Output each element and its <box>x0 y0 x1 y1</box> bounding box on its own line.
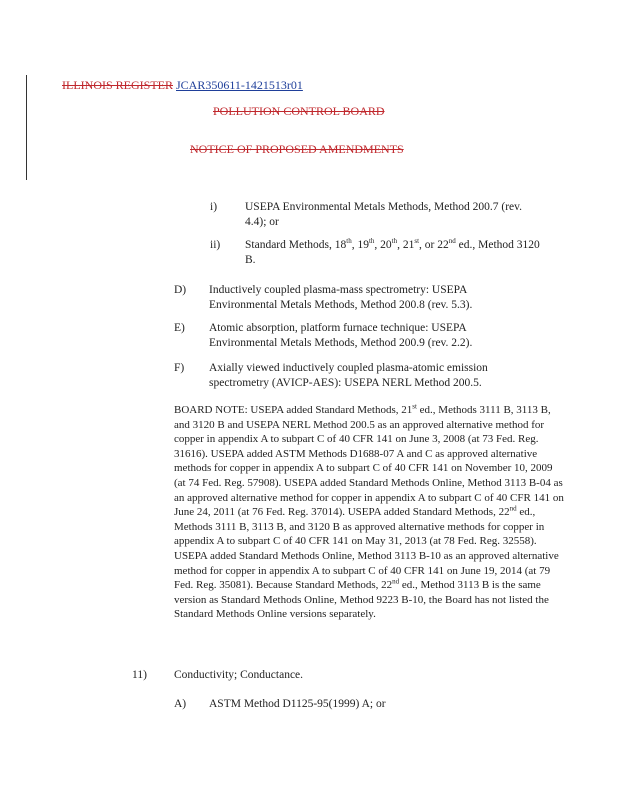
item-label: F) <box>174 362 185 374</box>
document-code: JCAR350611-1421513r01 <box>176 78 303 92</box>
item-text: USEPA Environmental Metals Methods, Method 200.7 (rev. 4.4); or <box>245 201 523 228</box>
board-note: BOARD NOTE: USEPA added Standard Methods, 21st ed., Methods 3111 B, 3113 B, and 3120 B and USEPA NERL Method 200.5 as an approved alternative method for copper in appendix A to subpart C of 40 CFR 141 on June 3, 2008 (at 73 Fed. Reg. 31616). USEPA added ASTM Methods D1688-07 A and C as approved alternative methods for copper in appendix A to subpart C of 40 CFR 141 on November 10, 2009 (at 74 Fed. Reg. 57908). USEPA added Standard Methods Online, Method 3113 B-04 as an approved alternative method for copper in appendix A to subpart C of 40 CFR 141 on June 24, 2011 (at 76 Fed. Reg. 37014). USEPA added Standard Methods, 22nd ed., Methods 3111 B, 3113 B, and 3120 B as approved alternative methods for copper in appendix A to subpart C of 40 CFR 141 on May 31, 2013 (at 78 Fed. Reg. 32558). USEPA added Standard Methods Online, Method 3113 B-10 as an approved alternative method for copper in appendix A to subpart C of 40 CFR 141 on June 19, 2014 (at 79 Fed. Reg. 35081). Because Standard Methods, 22nd ed., Method 3113 B is the same version as Standard Methods Online, Method 9223 B-10, the Board has not listed the Standard Methods Online versions separately. <box>174 402 564 621</box>
item-label: A) <box>174 698 187 710</box>
register-title: ILLINOIS REGISTER <box>62 78 173 92</box>
item-text: Standard Methods, 18th, 19th, 20th, 21st, or 22nd ed., Method 3120 B. <box>245 237 540 266</box>
item-label: E) <box>174 322 185 334</box>
item-label: ii) <box>210 239 221 251</box>
notice-header: NOTICE OF PROPOSED AMENDMENTS <box>190 142 404 156</box>
section-title: Conductivity; Conductance. <box>174 669 304 681</box>
item-text: Inductively coupled plasma-mass spectrometry: USEPA Environmental Metals Methods, Method 200.8 (rev. 5.3). <box>209 284 473 311</box>
item-label: i) <box>210 201 218 213</box>
board-header: POLLUTION CONTROL BOARD <box>213 104 385 118</box>
section-label: 11) <box>132 669 147 681</box>
item-label: D) <box>174 284 187 296</box>
item-text: Axially viewed inductively coupled plasma-atomic emission spectrometry (AVICP-AES): USEPA NERL Method 200.5. <box>209 362 488 389</box>
revision-bar <box>26 75 27 180</box>
item-text: Atomic absorption, platform furnace technique: USEPA Environmental Metals Methods, Method 200.9 (rev. 2.2). <box>209 322 473 349</box>
item-text: ASTM Method D1125-95(1999) A; or <box>209 698 386 710</box>
register-header <box>62 78 303 93</box>
